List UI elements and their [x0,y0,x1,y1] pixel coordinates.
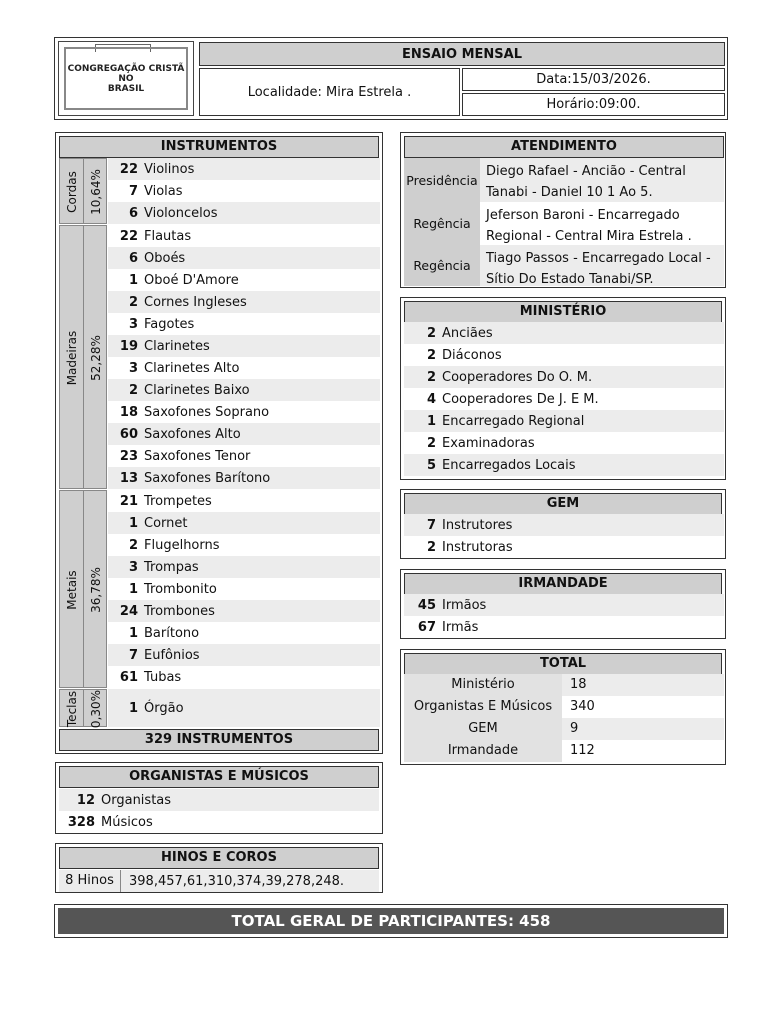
instrument-group [59,490,107,688]
instrument-row [108,225,380,247]
header [54,37,728,120]
item-name: Encarregado Regional [442,413,585,429]
instrument-qty: 22 [119,161,138,177]
instrument-name: Clarinetes Baixo [144,382,250,398]
item-qty: 45 [417,597,436,613]
instrument-qty: 6 [128,205,138,221]
total-label: GEM [404,718,562,740]
localidade: Localidade: Mira Estrela . [199,68,460,116]
instrument-name: Violas [144,183,183,199]
instrument-qty: 2 [128,382,138,398]
list-item [404,388,724,410]
instrument-qty: 3 [128,559,138,575]
page-title: ENSAIO MENSAL [199,42,725,66]
instrument-name: Trompas [144,559,199,575]
irmandade-title: IRMANDADE [404,573,722,595]
item-name: Diáconos [442,347,502,363]
list-item [404,514,724,536]
instrument-qty: 61 [119,669,138,685]
instrument-qty: 6 [128,250,138,266]
instrument-name: Flautas [144,228,192,244]
total-panel [400,649,726,765]
organistas-panel [55,762,383,834]
ministerio-title: MINISTÉRIO [404,301,722,323]
irmandade-list [404,594,724,638]
instrument-name: Barítono [144,625,200,641]
group-percent: 0,30% [89,689,103,729]
total-value: 9 [562,718,724,740]
item-name: Cooperadores Do O. M. [442,369,593,385]
atendimento-row: Regência Tiago Passos - Encarregado Local - Sítio Do Estado Tanabi/SP. [404,245,724,286]
instrument-row [108,467,380,489]
list-item [404,410,724,432]
atendimento-title: ATENDIMENTO [404,136,724,158]
instrument-name: Clarinetes Alto [144,360,240,376]
instrument-qty: 1 [128,625,138,641]
horario: Horário:09:00. [462,93,725,116]
instrument-name: Oboé D'Amore [144,272,239,288]
total-geral [54,904,728,938]
instrument-qty: 18 [119,404,138,420]
total-row [404,674,724,696]
atendimento-row: Regência Jeferson Baroni - Encarregado Regional - Central Mira Estrela . [404,202,724,245]
ministerio-list [404,322,724,476]
atendimento-panel [400,132,726,288]
instrument-row [108,202,380,224]
instrument-row [108,313,380,335]
instrument-name: Órgão [144,700,184,716]
instrument-name: Saxofones Alto [144,426,241,442]
instrument-name: Trombones [144,603,215,619]
instrument-qty: 13 [119,470,138,486]
instrument-qty: 1 [128,272,138,288]
instrument-qty: 23 [119,448,138,464]
group-percent: 52,28% [89,335,103,381]
group-name: Madeiras [65,330,79,386]
item-qty: 67 [417,619,436,635]
list-item: 12 Organistas [59,789,379,811]
item-qty: 2 [426,347,436,363]
instrument-row [108,689,380,727]
list-item [404,366,724,388]
list-item [404,536,724,558]
instrument-name: Violinos [144,161,195,177]
atendimento-row: Presidência Diego Rafael - Ancião - Central Tanabi - Daniel 10 1 Ao 5. [404,158,724,202]
instrument-name: Saxofones Tenor [144,448,251,464]
instrument-qty: 19 [119,338,138,354]
instrument-name: Trompetes [144,493,212,509]
total-row [404,718,724,740]
instrument-qty: 60 [119,426,138,442]
item-name: Anciães [442,325,493,341]
data: Data:15/03/2026. [462,68,725,91]
item-name: Instrutores [442,517,513,533]
total-row [404,696,724,718]
list-item [404,322,724,344]
hinos-title: HINOS E COROS [59,847,379,869]
total-title: TOTAL [404,653,722,675]
instrument-name: Trombonito [144,581,217,597]
item-qty: 2 [426,369,436,385]
hinos-list: 398,457,61,310,374,39,278,248. [129,873,345,889]
item-name: Instrutoras [442,539,513,555]
instrument-name: Flugelhorns [144,537,220,553]
hinos-count: 8 Hinos [59,870,121,892]
logo-line-1: CONGREGAÇÃO CRISTÃ [67,63,185,74]
gem-title: GEM [404,493,722,515]
instrument-row [108,512,380,534]
instrument-row [108,158,380,180]
instrument-row [108,335,380,357]
list-item [404,432,724,454]
logo-line-3: BRASIL [107,83,145,94]
item-name: Encarregados Locais [442,457,576,473]
instrument-row [108,291,380,313]
ministerio-panel [400,297,726,480]
instrument-qty: 24 [119,603,138,619]
total-value: 340 [570,699,595,714]
instrument-row [108,578,380,600]
instrument-qty: 2 [128,537,138,553]
instrument-name: Saxofones Soprano [144,404,270,420]
instrument-group [59,689,107,727]
total-row [404,740,724,762]
instrument-name: Clarinetes [144,338,210,354]
item-name: Irmãs [442,619,479,635]
instrument-row [108,666,380,688]
list-item: 328 Músicos [67,814,153,830]
item-qty: 4 [426,391,436,407]
gem-list [404,514,724,558]
instrumentos-title: INSTRUMENTOS [59,136,379,158]
instrument-qty: 21 [119,493,138,509]
total-label: Ministério [404,674,562,696]
instrument-row [108,247,380,269]
instrument-row [108,445,380,467]
instrument-qty: 2 [128,294,138,310]
instrument-qty: 3 [128,360,138,376]
item-name: Cooperadores De J. E M. [442,391,599,407]
instrument-row [108,622,380,644]
total-label: Irmandade [404,740,562,762]
group-name: Cordas [65,171,79,213]
item-qty: 1 [426,413,436,429]
instrument-qty: 1 [128,700,138,716]
instrument-row [108,357,380,379]
instrument-qty: 1 [128,515,138,531]
instrument-row [108,180,380,202]
instrument-name: Cornes Ingleses [144,294,247,310]
list-item [404,594,724,616]
instrument-row [108,600,380,622]
instrument-group [59,158,107,224]
item-qty: 5 [426,457,436,473]
item-qty: 7 [426,517,436,533]
instrumentos-panel [55,132,383,754]
total-label: Organistas E Músicos [404,696,562,718]
item-qty: 2 [426,325,436,341]
instrument-row [108,401,380,423]
instrumentos-total: 329 INSTRUMENTOS [59,729,379,751]
total-value: 112 [570,743,595,758]
logo-line-2: NO [118,73,134,84]
group-percent: 36,78% [89,567,103,613]
instrument-name: Saxofones Barítono [144,470,271,486]
instrument-row [108,490,380,512]
total-value: 18 [562,674,724,696]
total-list [404,674,724,762]
instrument-qty: 7 [128,647,138,663]
instrument-qty: 22 [119,228,138,244]
instrument-row [108,379,380,401]
instrument-name: Oboés [144,250,186,266]
irmandade-panel [400,569,726,639]
group-percent: 10,64% [89,169,103,215]
group-name: Metais [65,570,79,610]
hinos-panel [55,843,383,893]
logo [58,41,194,116]
instrument-name: Tubas [144,669,182,685]
list-item [404,616,724,638]
instrument-row [108,423,380,445]
item-name: Examinadoras [442,435,535,451]
item-qty: 2 [426,539,436,555]
instrument-row [108,269,380,291]
item-name: Irmãos [442,597,487,613]
instrument-row [108,556,380,578]
item-qty: 2 [426,435,436,451]
group-name: Teclas [65,690,79,728]
total-geral-label: TOTAL GERAL DE PARTICIPANTES: 458 [58,908,724,934]
instrument-qty: 3 [128,316,138,332]
instrument-row [108,534,380,556]
list-item [404,454,724,476]
instrument-row [108,644,380,666]
organistas-title: ORGANISTAS E MÚSICOS [59,766,379,788]
instrument-qty: 1 [128,581,138,597]
instrument-group [59,225,107,489]
instrument-name: Fagotes [144,316,195,332]
instrument-name: Cornet [144,515,188,531]
instrument-name: Eufônios [144,647,200,663]
list-item [404,344,724,366]
instrument-name: Violoncelos [144,205,218,221]
instrument-qty: 7 [128,183,138,199]
gem-panel [400,489,726,559]
